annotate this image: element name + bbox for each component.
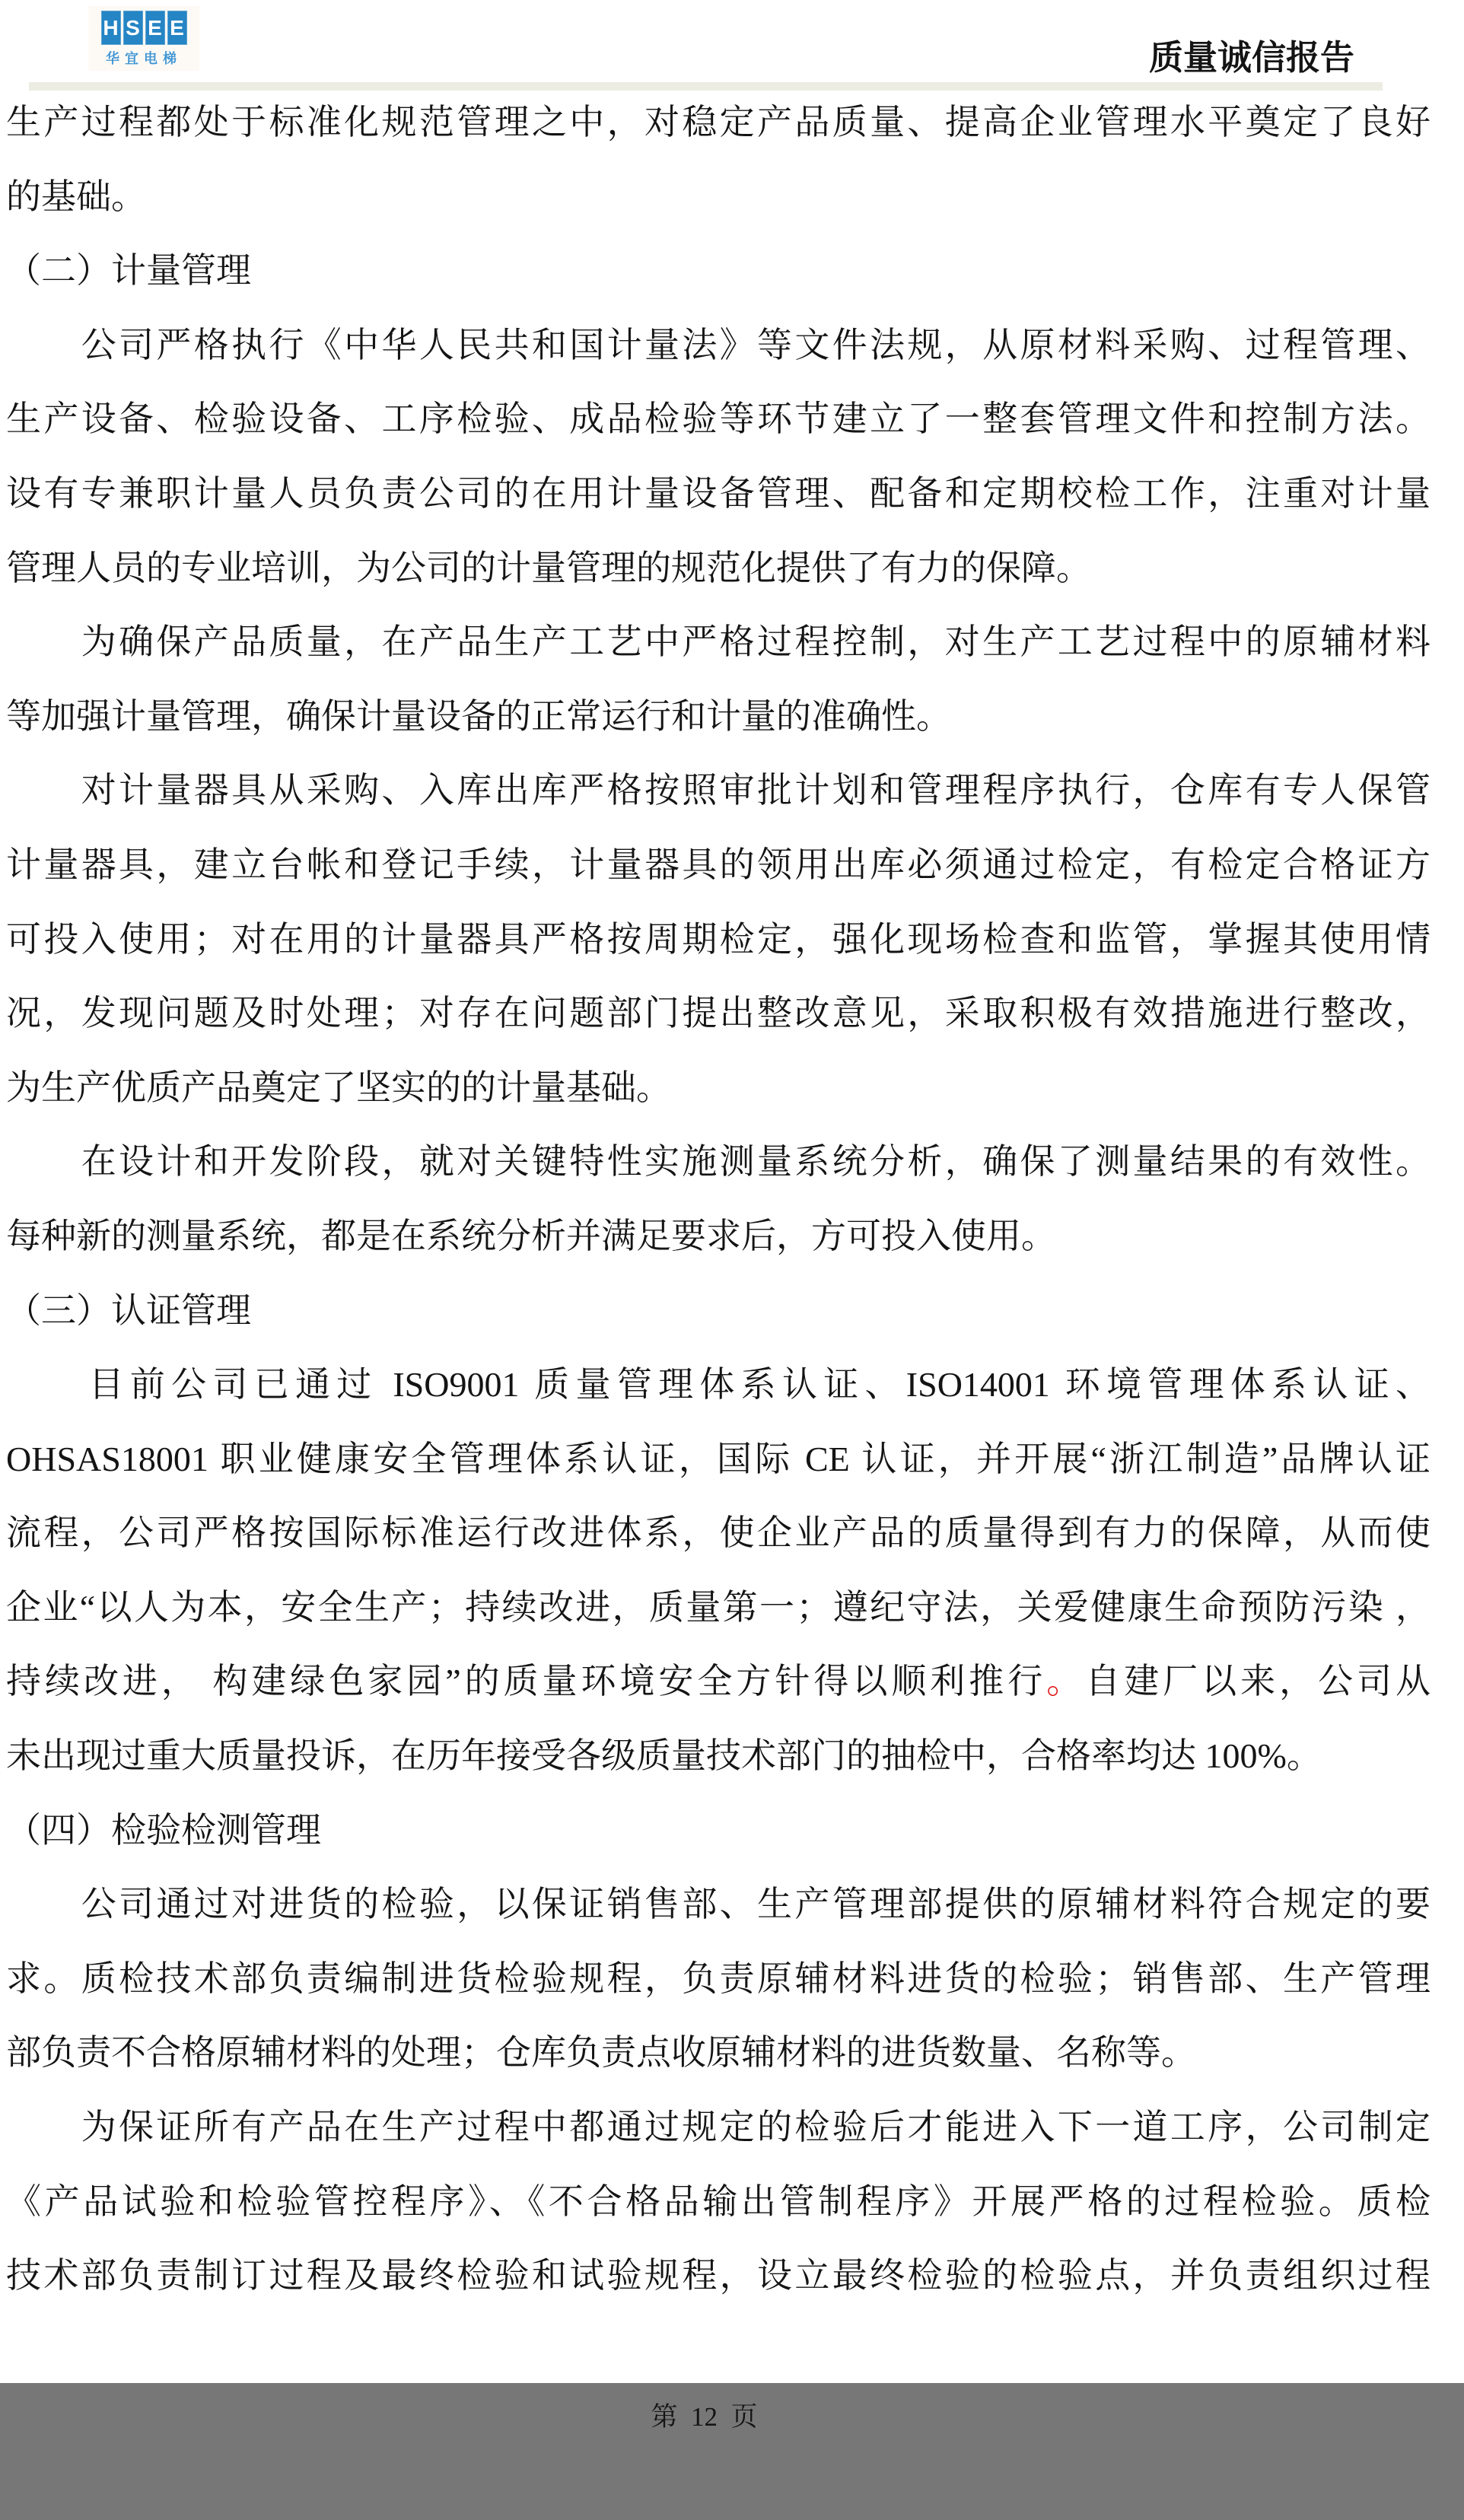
body-line: 公司通过对进货的检验，以保证销售部、生产管理部提供的原辅材料符合规定的要: [6, 1885, 1431, 1924]
body-line: [6, 1644, 1431, 1719]
body-line: 计量器具，建立台帐和登记手续，计量器具的领用出库必须通过检定，有检定合格证方: [6, 845, 1431, 884]
body-line-text: 持续改进， 构建绿色家园”的质量环境安全方针得以顺利推行: [6, 1662, 1047, 1701]
body-line: 设有专兼职计量人员负责公司的在用计量设备管理、配备和定期校检工作，注重对计量: [6, 473, 1431, 513]
body-line: 对计量器具从采购、入库出库严格按照审批计划和管理程序执行，仓库有专人保管: [6, 771, 1431, 810]
body-line: 未出现过重大质量投诉，在历年接受各级质量技术部门的抽检中，合格率均达 100%。: [6, 1736, 1322, 1776]
body-line: 为确保产品质量，在产品生产工艺中严格过程控制，对生产工艺过程中的原辅材料: [6, 622, 1431, 662]
logo-tiles: [94, 11, 193, 45]
document-body: [6, 85, 1431, 2313]
page-footer: [0, 2315, 1423, 2432]
body-line: 每种新的测量系统，都是在系统分析并满足要求后，方可投入使用。: [6, 1216, 1056, 1255]
body-line: 目前公司已通过 ISO9001 质量管理体系认证、ISO14001 环境管理体系认证、: [6, 1365, 1431, 1405]
body-line: 求。质检技术部负责编制进货检验规程，负责原辅材料进货的检验；销售部、生产管理: [6, 1958, 1431, 1998]
logo-tile: E: [145, 11, 165, 45]
body-line: 流程，公司严格按国际标准运行改进体系，使企业产品的质量得到有力的保障，从而使: [6, 1513, 1431, 1553]
body-line: 等加强计量管理，确保计量设备的正常运行和计量的准确性。: [6, 696, 951, 736]
body-line-text: 自建厂以来，公司从: [1085, 1662, 1431, 1701]
page-title: 质量诚信报告: [1148, 39, 1354, 77]
company-logo: [88, 6, 199, 71]
page-number: 第 12 页: [651, 2402, 758, 2432]
body-line: 企业“以人为本，安全生产；持续改进，质量第一；遵纪守法，关爱健康生命预防污染 ，: [6, 1587, 1431, 1627]
logo-subtext: 华宜电梯: [106, 51, 182, 66]
body-line: 在设计和开发阶段，就对关键特性实施测量系统分析，确保了测量结果的有效性。: [6, 1142, 1431, 1182]
logo-tile: H: [101, 11, 121, 45]
body-line: 的基础。: [6, 177, 146, 216]
red-period: 。: [1046, 1662, 1086, 1701]
body-line: 部负责不合格原辅材料的处理；仓库负责点收原辅材料的进货数量、名称等。: [6, 2033, 1196, 2073]
body-line: 生产过程都处于标准化规范管理之中，对稳定产品质量、提高企业管理水平奠定了良好: [6, 103, 1431, 142]
body-line: 为生产优质产品奠定了坚实的的计量基础。: [6, 1068, 671, 1107]
body-line: （四）检验检测管理: [6, 1810, 321, 1850]
body-line: 可投入使用；对在用的计量器具严格按周期检定，强化现场检查和监管，掌握其使用情: [6, 919, 1431, 959]
body-line: 况，发现问题及时处理；对存在问题部门提出整改意见，采取积极有效措施进行整改，: [6, 994, 1431, 1033]
body-line: 为保证所有产品在生产过程中都通过规定的检验后才能进入下一道工序，公司制定: [6, 2108, 1431, 2147]
body-line: 《产品试验和检验管控程序》、《不合格品输出管制程序》开展严格的过程检验。质检: [6, 2181, 1431, 2221]
body-line: （二）计量管理: [6, 251, 251, 291]
logo-tile: E: [167, 11, 187, 45]
body-line: （三）认证管理: [6, 1290, 251, 1330]
body-line: 管理人员的专业培训，为公司的计量管理的规范化提供了有力的保障。: [6, 548, 1091, 587]
body-line: 公司严格执行《中华人民共和国计量法》等文件法规，从原材料采购、过程管理、: [6, 325, 1431, 364]
logo-tile: S: [123, 11, 143, 45]
body-line: 生产设备、检验设备、工序检验、成品检验等环节建立了一整套管理文件和控制方法。: [6, 399, 1431, 439]
body-line: OHSAS18001 职业健康安全管理体系认证，国际 CE 认证，并开展“浙江制造”品牌认证: [6, 1439, 1431, 1478]
body-line: 技术部负责制订过程及最终检验和试验规程，设立最终检验的检验点，并负责组织过程: [6, 2256, 1431, 2296]
